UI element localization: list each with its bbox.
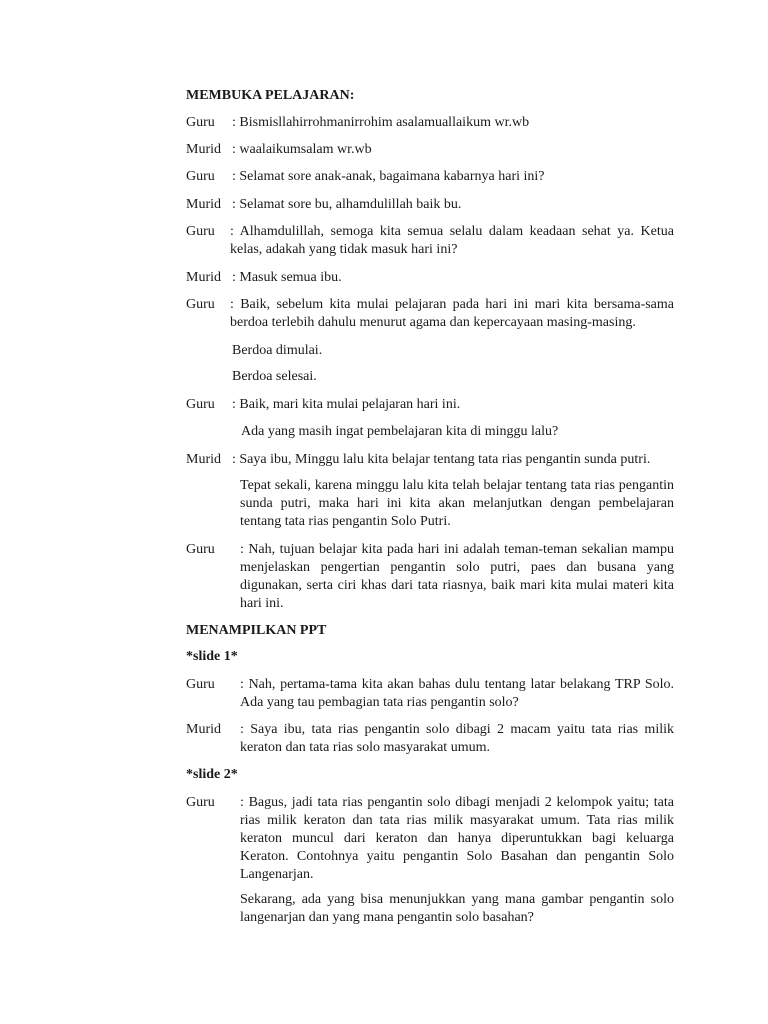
dialogue-text: Ada yang masih ingat pembelajaran kita di minggu lalu? — [241, 424, 559, 439]
dialogue-text: : Masuk semua ibu. — [232, 270, 342, 285]
section-heading-menampilkan: MENAMPILKAN PPT — [186, 623, 327, 638]
speaker-label: Murid — [186, 197, 221, 212]
speaker-label: Murid — [186, 270, 221, 285]
speaker-label: Guru — [186, 397, 215, 412]
slide-heading: *slide 2* — [186, 767, 238, 782]
speaker-label: Murid — [186, 142, 221, 157]
speaker-label: Guru — [186, 795, 215, 810]
speaker-label: Murid — [186, 722, 221, 737]
dialogue-text: : Saya ibu, Minggu lalu kita belajar tentang tata rias pengantin sunda putri. — [232, 452, 651, 467]
speaker-label: Murid — [186, 452, 221, 467]
prayer-start-text: Berdoa dimulai. — [232, 343, 323, 358]
dialogue-text: : Bismisllahirrohmanirrohim asalamuallaikum wr.wb — [232, 115, 530, 130]
dialogue-text: : Saya ibu, tata rias pengantin solo dibagi 2 macam yaitu tata rias milik keraton dan tata rias solo masyarakat umum. — [240, 722, 674, 755]
slide-heading: *slide 1* — [186, 649, 238, 664]
dialogue-text: : Selamat sore anak-anak, bagaimana kabarnya hari ini? — [232, 169, 545, 184]
speaker-label: Guru — [186, 169, 215, 184]
prayer-end-text: Berdoa selesai. — [232, 369, 317, 384]
speaker-label: Guru — [186, 297, 215, 312]
dialogue-text: Tepat sekali, karena minggu lalu kita telah belajar tentang tata rias pengantin sunda putri, maka hari ini kita akan melanjutkan dengan pembelajaran tentang tata rias pengantin Solo Putri. — [240, 478, 674, 529]
dialogue-text: : Nah, pertama-tama kita akan bahas dulu tentang latar belakang TRP Solo. Ada yang tau pembagian tata rias pengantin solo? — [240, 677, 674, 710]
speaker-label: Guru — [186, 224, 215, 239]
dialogue-text: : Bagus, jadi tata rias pengantin solo dibagi menjadi 2 kelompok yaitu; tata rias milik keraton dan tata rias milik masyarakat umum. Tata rias milik keraton muncul dari keraton dan hanya diperuntukkan bagi keluarga Keraton. Contohnya yaitu pengantin Solo Basahan dan pengantin Solo Langenarjan. — [240, 795, 674, 882]
speaker-label: Guru — [186, 677, 215, 692]
speaker-label: Guru — [186, 115, 215, 130]
dialogue-text: : Baik, sebelum kita mulai pelajaran pada hari ini mari kita bersama-sama berdoa terlebih dahulu menurut agama dan kepercayaan masing-masing. — [230, 297, 674, 330]
dialogue-text: : Baik, mari kita mulai pelajaran hari ini. — [232, 397, 461, 412]
dialogue-text: : Nah, tujuan belajar kita pada hari ini adalah teman-teman sekalian mampu menjelaskan pengertian pengantin solo putri, paes dan busana yang digunakan, serta ciri khas dari tata riasnya, baik mari kita mulai materi kita hari ini. — [240, 542, 674, 611]
dialogue-text: : Alhamdulillah, semoga kita semua selalu dalam keadaan sehat ya. Ketua kelas, adakah yang tidak masuk hari ini? — [230, 224, 674, 257]
dialogue-text: : Selamat sore bu, alhamdulillah baik bu. — [232, 197, 462, 212]
dialogue-text: : waalaikumsalam wr.wb — [232, 142, 372, 157]
dialogue-text: Sekarang, ada yang bisa menunjukkan yang mana gambar pengantin solo langenarjan dan yang mana pengantin solo basahan? — [240, 892, 674, 925]
section-heading-membuka: MEMBUKA PELAJARAN: — [186, 88, 355, 103]
speaker-label: Guru — [186, 542, 215, 557]
